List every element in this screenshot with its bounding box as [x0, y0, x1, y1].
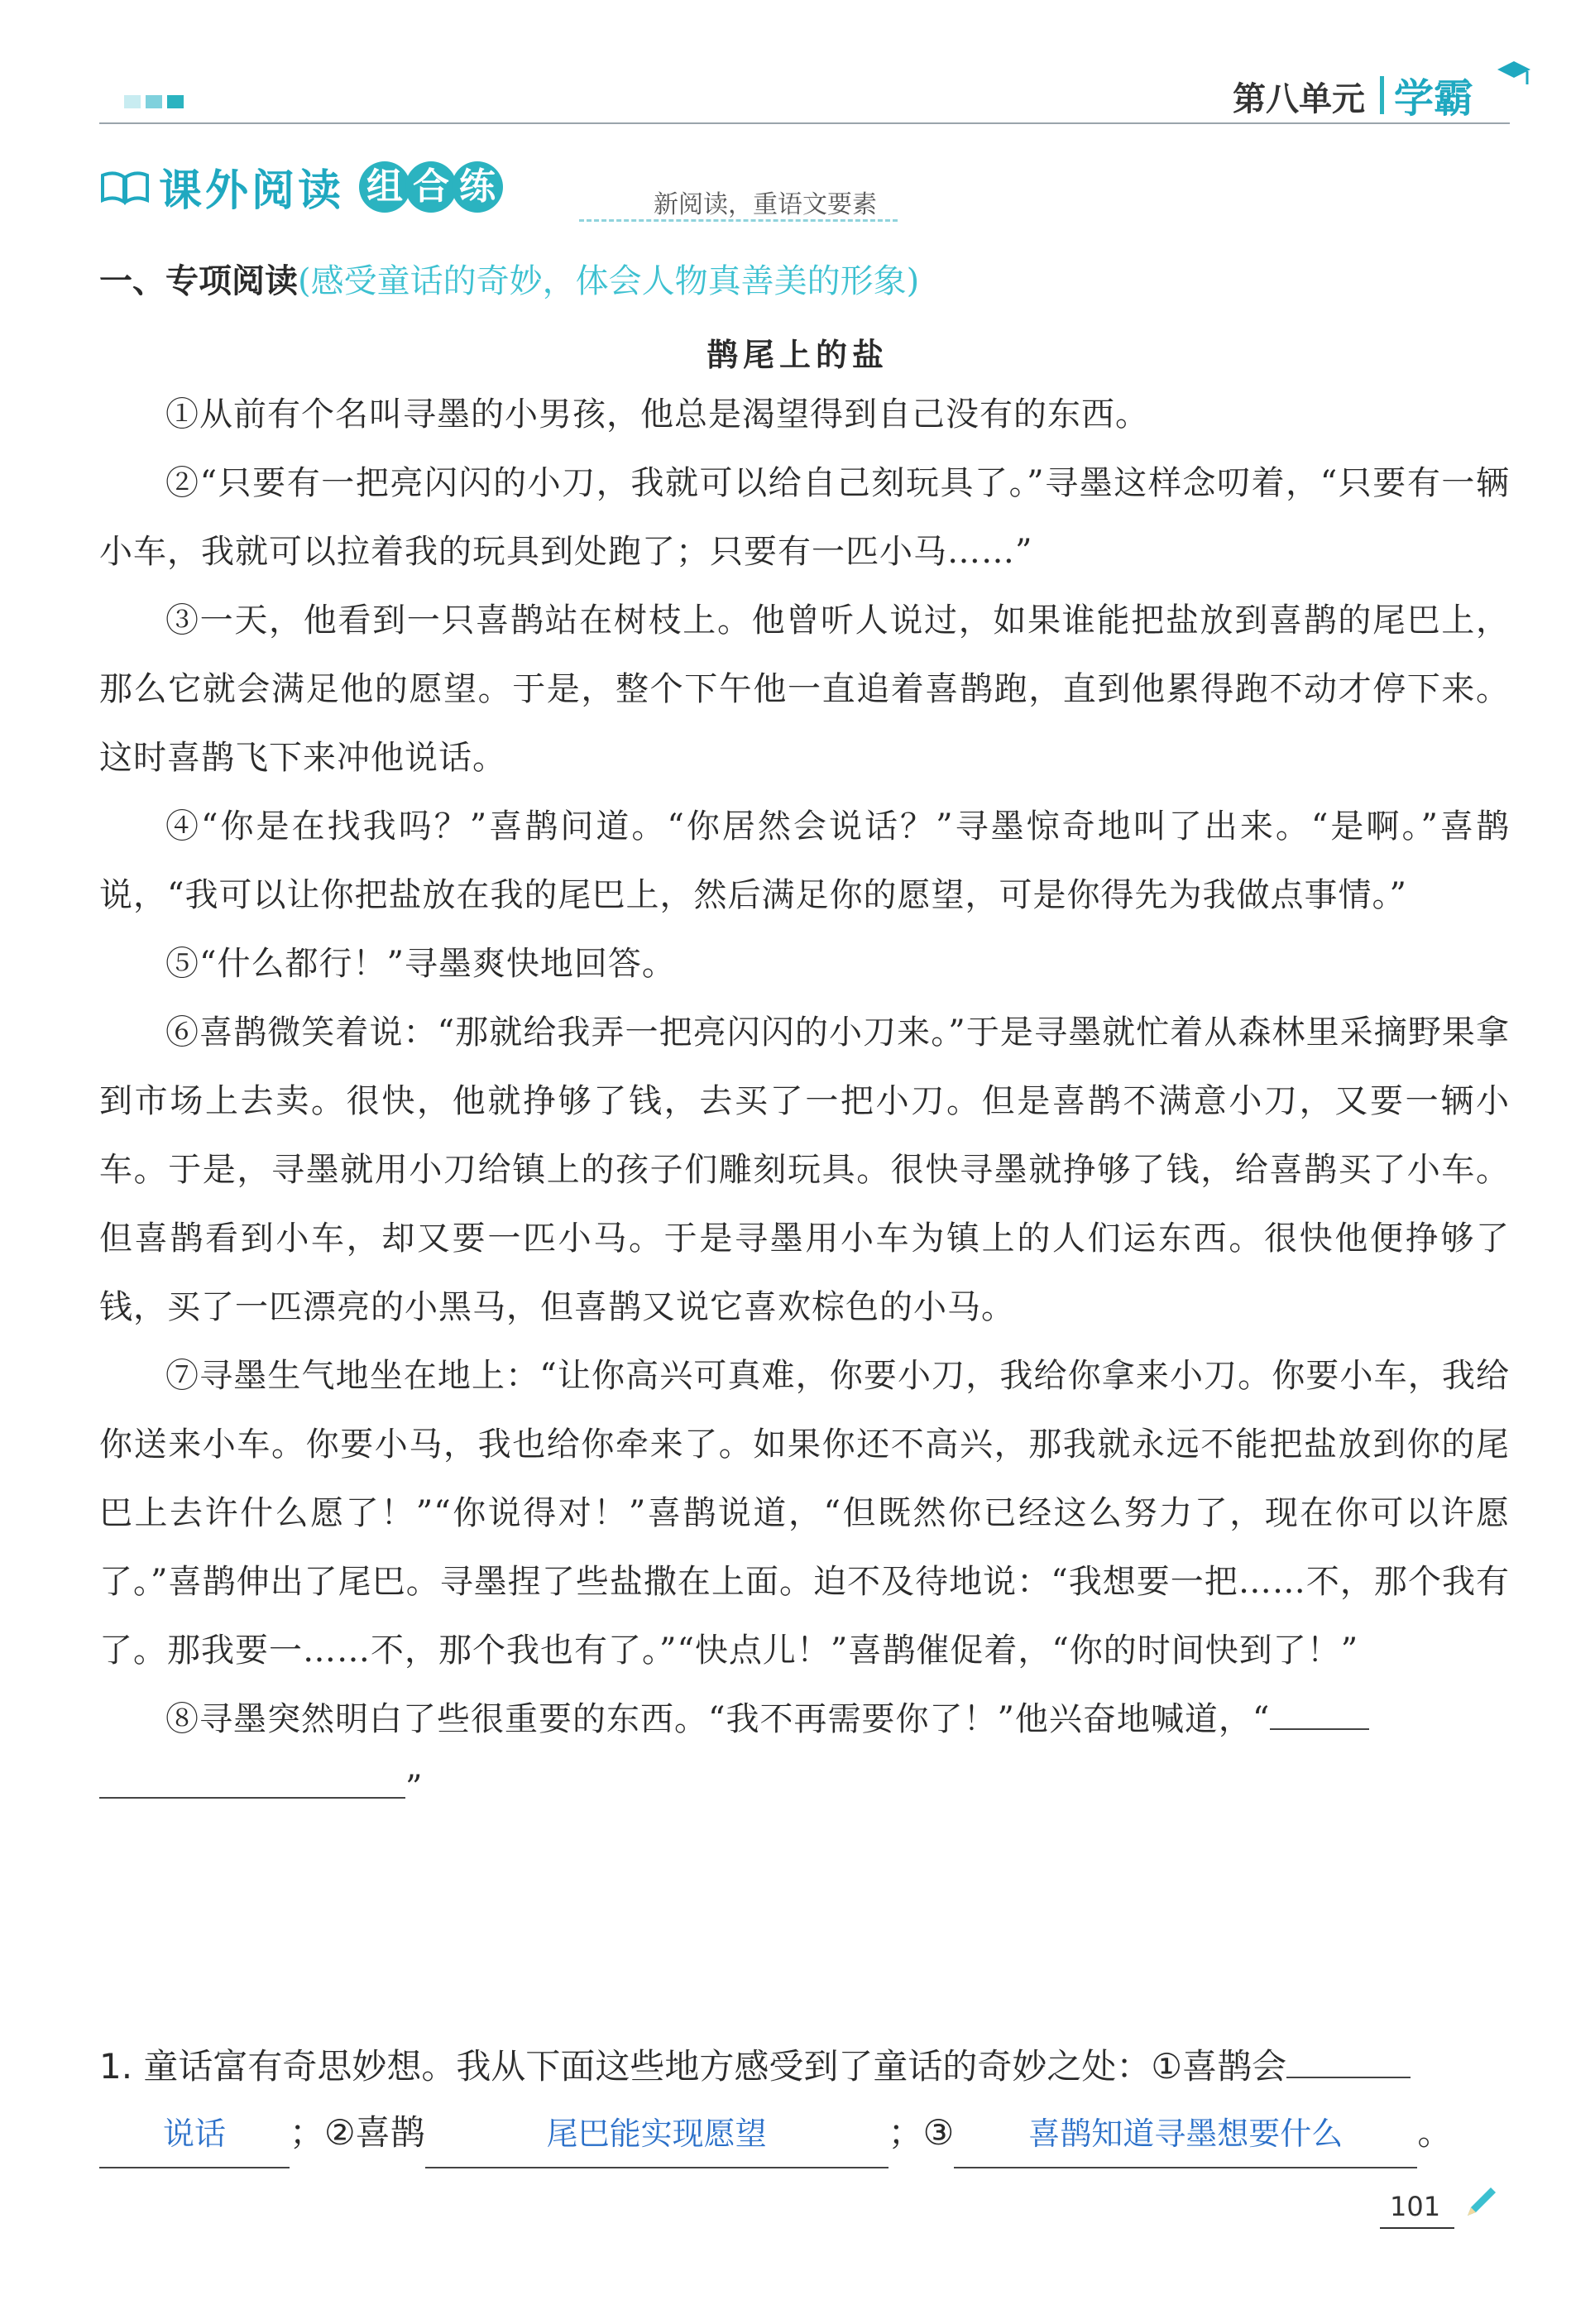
header-decoration: [124, 95, 184, 108]
part-heading-text: 一、专项阅读: [99, 262, 298, 300]
answer-2[interactable]: 尾巴能实现愿望: [425, 2101, 889, 2168]
story-title: 鹊尾上的盐: [706, 336, 889, 373]
pill-char-2: 合: [405, 161, 457, 213]
pill-char-1: 组: [359, 161, 410, 213]
paragraph-8: [99, 1685, 1510, 1754]
paragraph-4: ④“你是在找我吗？”喜鹊问道。“你居然会说话？”寻墨惊奇地叫了出来。“是啊。”喜鹊说，“我可以让你把盐放在我的尾巴上，然后满足你的愿望，可是你得先为我做点事情。”: [99, 807, 1510, 914]
section-title-text: 课外阅读: [159, 166, 345, 216]
section-subtitle: 新阅读，重语文要素: [654, 190, 877, 219]
paragraph-3: ③一天，他看到一只喜鹊站在树枝上。他曾听人说过，如果谁能把盐放到喜鹊的尾巴上，那么它就会满足他的愿望。于是，整个下午他一直追着喜鹊跑，直到他累得跑不动才停下来。这时喜鹊飞下来冲他说话。: [99, 601, 1510, 777]
section-pill: [359, 161, 503, 213]
part-note: (感受童话的奇妙，体会人物真善美的形象): [298, 262, 920, 300]
question-1-sep2: ；②喜鹊: [290, 2112, 425, 2153]
pill-char-3: 练: [452, 161, 503, 213]
answer-3[interactable]: 喜鹊知道寻墨想要什么: [954, 2101, 1417, 2168]
header-separator: [1380, 76, 1384, 114]
closing-quote: ”: [405, 1769, 424, 1807]
paragraph-2: ②“只要有一把亮闪闪的小刀，我就可以给自己刻玩具了。”寻墨这样念叨着，“只要有一辆小车，我就可以拉着我的玩具到处跑了；只要有一匹小马……”: [99, 464, 1510, 571]
pencil-icon: [1463, 2184, 1499, 2221]
brand-logo: 学霸: [1394, 75, 1474, 122]
question-1-prompt: 1. 童话富有奇思妙想。我从下面这些地方感受到了童话的奇妙之处：①喜鹊会: [99, 2046, 1287, 2087]
part-heading: [99, 255, 919, 302]
answer-1[interactable]: 说话: [99, 2101, 290, 2168]
page-number: 101: [1390, 2191, 1441, 2222]
page-number-rule: [1380, 2227, 1454, 2229]
fill-blank-line[interactable]: [99, 1772, 405, 1799]
paragraph-5: ⑤“什么都行！”寻墨爽快地回答。: [165, 945, 676, 983]
header-dot-3: [167, 95, 184, 108]
paragraph-8-text: ⑧寻墨突然明白了些很重要的东西。“我不再需要你了！”他兴奋地喊道，“: [165, 1700, 1271, 1738]
question-1-end: 。: [1417, 2112, 1453, 2153]
graduation-cap-icon: [1496, 58, 1532, 91]
section-title: [99, 156, 503, 218]
question-1: [99, 2034, 1510, 2168]
header-dot-2: [146, 95, 162, 108]
section-dashed-rule: [579, 219, 898, 222]
paragraph-1: ①从前有个名叫寻墨的小男孩，他总是渴望得到自己没有的东西。: [165, 395, 1149, 434]
question-1-sep3: ；③: [888, 2112, 955, 2153]
unit-label: 第八单元: [1233, 80, 1365, 118]
header-rule: [99, 122, 1510, 124]
paragraph-8-continuation: [99, 1754, 1510, 1823]
header-dot-1: [124, 95, 141, 108]
paragraph-7: ⑦寻墨生气地坐在地上：“让你高兴可真难，你要小刀，我给你拿来小刀。你要小车，我给你送来小车。你要小马，我也给你牵来了。如果你还不高兴，那我就永远不能把盐放到你的尾巴上去许什么愿了！”“你说得对！”喜鹊说道，“但既然你已经这么努力了，现在你可以许愿了。”喜鹊伸出了尾巴。寻墨捏了些盐撒在上面。迫不及待地说：“我想要一把……不，那个我有了。那我要一……不，那个我也有了。”“快点儿！”喜鹊催促着，“你的时间快到了！”: [99, 1357, 1510, 1670]
story-body: [99, 381, 1510, 1823]
blank-1[interactable]: [1286, 2077, 1411, 2078]
fill-blank-end[interactable]: [1270, 1703, 1369, 1730]
paragraph-6: ⑥喜鹊微笑着说：“那就给我弄一把亮闪闪的小刀来。”于是寻墨就忙着从森林里采摘野果拿到市场上去卖。很快，他就挣够了钱，去买了一把小刀。但是喜鹊不满意小刀，又要一辆小车。于是，寻墨就用小刀给镇上的孩子们雕刻玩具。很快寻墨就挣够了钱，给喜鹊买了小车。但喜鹊看到小车，却又要一匹小马。于是寻墨用小车为镇上的人们运东西。很快他便挣够了钱，买了一匹漂亮的小黑马，但喜鹊又说它喜欢棕色的小马。: [99, 1013, 1510, 1326]
book-icon: [99, 169, 151, 205]
